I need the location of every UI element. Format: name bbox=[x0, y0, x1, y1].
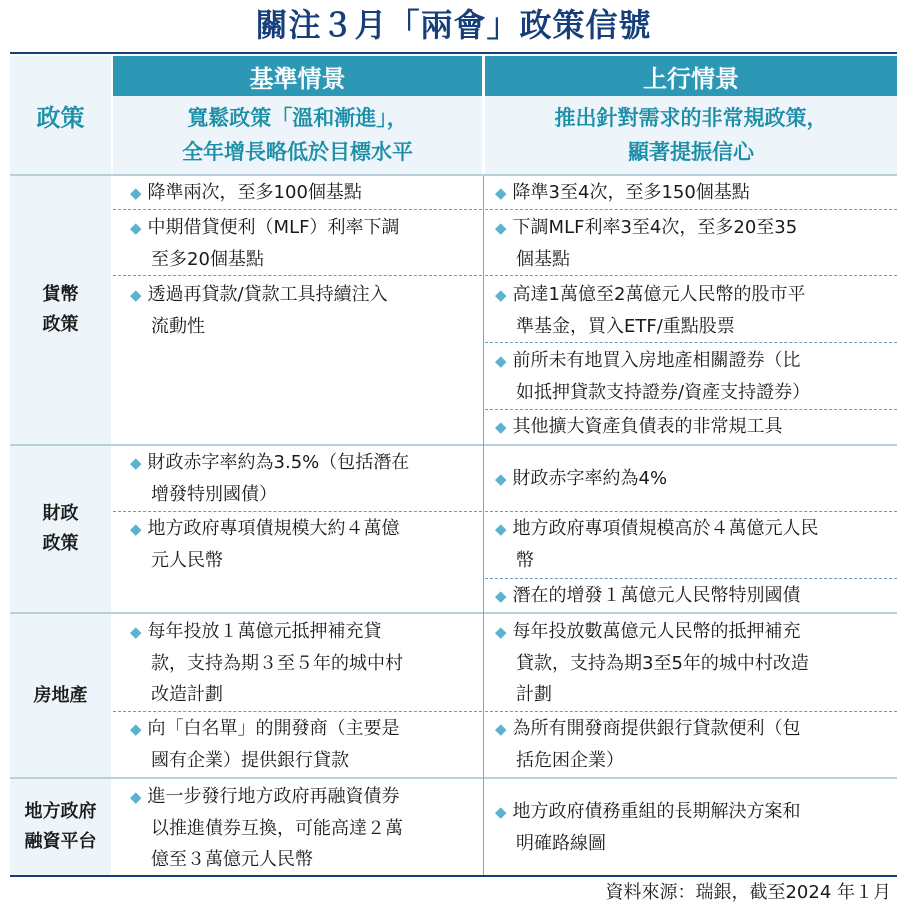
row-divider bbox=[485, 342, 897, 343]
diamond-bullet-icon: ◆ bbox=[130, 454, 142, 472]
list-item: ◆ 財政赤字率約為3.5%（包括潛在 增發特別國債） bbox=[130, 452, 410, 505]
section-divider bbox=[10, 174, 897, 176]
row-divider bbox=[485, 711, 897, 712]
diamond-bullet-icon: ◆ bbox=[495, 587, 507, 605]
policy-header: 政策 bbox=[10, 56, 111, 174]
row-divider bbox=[485, 511, 897, 512]
row-divider bbox=[113, 209, 482, 210]
category-label: 地方政府 bbox=[24, 801, 97, 822]
up-summary-line: 顯著提振信心 bbox=[628, 140, 754, 164]
list-item: ◆ 向「白名單」的開發商（主要是 國有企業）提供銀行貸款 bbox=[130, 718, 400, 771]
diamond-bullet-icon: ◆ bbox=[130, 286, 142, 304]
list-item: ◆ 高達1萬億至2萬億元人民幣的股市平 準基金，買入ETF/重點股票 bbox=[495, 284, 806, 337]
category-lgfv bbox=[10, 779, 111, 875]
base-summary-line: 全年增長略低於目標水平 bbox=[182, 140, 413, 164]
list-item: ◆ 地方政府專項債規模大約４萬億 元人民幣 bbox=[130, 518, 400, 571]
section-divider bbox=[10, 444, 897, 446]
row-divider bbox=[485, 209, 897, 210]
category-monetary bbox=[10, 176, 111, 444]
diamond-bullet-icon: ◆ bbox=[130, 720, 142, 738]
list-item: ◆ 地方政府債務重組的長期解決方案和 明確路線圖 bbox=[495, 801, 801, 854]
list-item: ◆ 降準3至4次，至多150個基點 bbox=[495, 182, 750, 203]
diamond-bullet-icon: ◆ bbox=[495, 720, 507, 738]
base-summary-line: 寬鬆政策「溫和漸進」， bbox=[187, 106, 408, 130]
row-divider bbox=[485, 578, 897, 579]
diamond-bullet-icon: ◆ bbox=[130, 520, 142, 538]
base-scenario-header: 基準情景 bbox=[113, 56, 482, 96]
list-item: ◆ 地方政府專項債規模高於４萬億元人民 幣 bbox=[495, 518, 819, 571]
up-summary bbox=[485, 96, 897, 174]
list-item: ◆ 降準兩次，至多100個基點 bbox=[130, 182, 362, 203]
category-label: 房地產 bbox=[33, 684, 88, 706]
list-item: ◆ 中期借貸便利（MLF）利率下調 至多20個基點 bbox=[130, 217, 400, 270]
category-label: 政策 bbox=[42, 533, 79, 554]
list-item: ◆ 前所未有地買入房地產相關證券（比 如抵押貸款支持證券/資產支持證券） bbox=[495, 350, 811, 403]
diamond-bullet-icon: ◆ bbox=[130, 219, 142, 237]
list-item: ◆ 每年投放１萬億元抵押補充貸 款，支持為期３至５年的城中村 改造計劃 bbox=[130, 621, 403, 705]
category-label: 財政 bbox=[42, 503, 79, 524]
top-rule bbox=[10, 52, 897, 54]
section-divider bbox=[10, 777, 897, 779]
column-divider bbox=[483, 176, 484, 875]
diamond-bullet-icon: ◆ bbox=[495, 623, 507, 641]
up-summary-line: 推出針對需求的非常規政策， bbox=[554, 106, 828, 130]
diamond-bullet-icon: ◆ bbox=[130, 184, 142, 202]
base-summary bbox=[113, 96, 482, 174]
list-item: ◆ 進一步發行地方政府再融資債券 以推進債券互換，可能高達２萬 億至３萬億元人民幣 bbox=[130, 786, 403, 870]
row-divider bbox=[113, 711, 482, 712]
diamond-bullet-icon: ◆ bbox=[495, 352, 507, 370]
list-item: ◆ 下調MLF利率3至4次，至多20至35 個基點 bbox=[495, 217, 798, 270]
row-divider bbox=[113, 275, 482, 276]
list-item: ◆ 為所有開發商提供銀行貸款便利（包 括危困企業） bbox=[495, 718, 801, 771]
diamond-bullet-icon: ◆ bbox=[130, 788, 142, 806]
list-item: ◆ 其他擴大資產負債表的非常規工具 bbox=[495, 416, 783, 437]
category-label: 貨幣 bbox=[42, 284, 79, 305]
up-scenario-header: 上行情景 bbox=[485, 56, 897, 96]
list-item: ◆ 每年投放數萬億元人民幣的抵押補充 貸款，支持為期3至5年的城中村改造 計劃 bbox=[495, 621, 809, 705]
diamond-bullet-icon: ◆ bbox=[495, 803, 507, 821]
row-divider bbox=[485, 409, 897, 410]
page-title: 關注３月「兩會」政策信號 bbox=[255, 6, 652, 44]
row-divider bbox=[113, 511, 482, 512]
diamond-bullet-icon: ◆ bbox=[495, 286, 507, 304]
diamond-bullet-icon: ◆ bbox=[495, 470, 507, 488]
category-label: 融資平台 bbox=[24, 831, 97, 852]
bottom-rule bbox=[10, 875, 897, 877]
category-label: 政策 bbox=[42, 314, 79, 335]
diamond-bullet-icon: ◆ bbox=[495, 219, 507, 237]
diamond-bullet-icon: ◆ bbox=[495, 520, 507, 538]
diamond-bullet-icon: ◆ bbox=[495, 184, 507, 202]
list-item: ◆ 潛在的增發１萬億元人民幣特別國債 bbox=[495, 585, 801, 606]
list-item: ◆ 透過再貸款/貸款工具持續注入 流動性 bbox=[130, 284, 388, 337]
diamond-bullet-icon: ◆ bbox=[495, 418, 507, 436]
source-note: 資料來源：瑞銀，截至2024 年１月 bbox=[605, 882, 891, 903]
diamond-bullet-icon: ◆ bbox=[130, 623, 142, 641]
list-item: ◆ 財政赤字率約為4% bbox=[495, 468, 668, 489]
category-fiscal bbox=[10, 446, 111, 612]
row-divider bbox=[485, 275, 897, 276]
category-property bbox=[10, 614, 111, 777]
section-divider bbox=[10, 612, 897, 614]
